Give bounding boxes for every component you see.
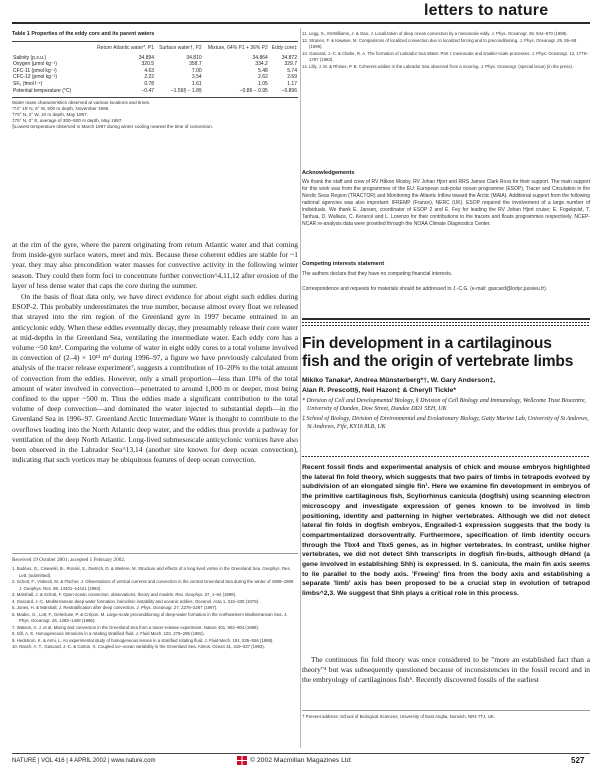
table-cell: 34.872: [281, 54, 297, 61]
article-title-line: fish and the origin of vertebrate limbs: [302, 353, 574, 370]
affiliation: ‡ School of Biology, Division of Environmental and Evolutionary Biology, Gatty Marine Lab, University of St Andrews, St Andrews, Fife, KY16 8LB, UK: [302, 416, 589, 430]
table-1: [12, 31, 298, 130]
table-grid: [12, 45, 298, 94]
section-title: letters to nature: [424, 2, 549, 19]
page-number: 527: [571, 756, 585, 765]
table-cell: 34.810: [186, 54, 202, 61]
received-rule: [12, 553, 298, 554]
table-note: †75° N, 2° W, 10 m depth, May 1997.: [12, 112, 88, 118]
reference-item: 4. Gascard, J.-C. Mediterranean deep water formation, baroclinic instability and oceanic eddies. Oceanol. Acta 1, 315–330 (1978).: [12, 598, 260, 604]
table-cell: 7.00: [191, 67, 202, 74]
reference-list-right: [302, 31, 590, 70]
table-cell: 2.22: [144, 74, 155, 81]
copyright-text: © 2002 Macmillan Magazines Ltd: [250, 757, 351, 764]
authors-line: Alan R. Prescott§, Neil Hazon‡ & Cheryll Tickle*: [302, 386, 456, 394]
table-row: [12, 88, 298, 95]
article-separator-dotted: [302, 325, 590, 326]
table-cell: −0.896: [281, 87, 297, 94]
header-rule: [12, 22, 590, 24]
reference-item: 14. Lilly, J. M. & Rhines, P. B. Coherent eddies in the Labrador Sea observed from a mooring. J. Phys. Oceanogr. (special issue) (in the press).: [302, 63, 574, 69]
publisher-logo-icon: [237, 756, 247, 765]
table-cell: 320.5: [141, 61, 155, 68]
affiliations: [302, 397, 590, 431]
table-rule-top: [12, 41, 298, 42]
reference-item: 2. Schott, F., Visbeck, M. & Fischer, J. Observations of vertical currents and convection in the central Greenland Sea during the winter of 1988–1989. J. Geophys. Res. 98, 14401–14421 (1993).: [12, 579, 295, 591]
article-body-text: The continuous fin fold theory was once considered to be "more an established fact than a theory"⁴ but was subsequently questioned because of inconsistencies in the fossil record and in the embryology of cartilaginous fish⁵. Recently discovered fossils of the earliest: [302, 655, 590, 684]
received-dates: Received 19 October 2001; accepted 1 February 2002.: [12, 557, 126, 563]
table-cell: 0.78: [144, 80, 155, 87]
table-row: [12, 68, 298, 75]
copyright: [237, 756, 351, 765]
reference-item: 8. Gill, A. E. Homogeneous intrusions in a rotating stratified fluid. J. Fluid Mech. 103, 275–295 (1981).: [12, 631, 205, 636]
reference-item: 13. Gascard, J.-C. & Clarke, R. A. The formation of Labrador Sea Water. Part I: mesoscale and smaller-scale processes. J. Phys. Oceanogr. 13, 1779–1797 (1983).: [302, 50, 589, 62]
reference-list-left: [12, 566, 298, 651]
correspondence-text: Correspondence and requests for materials should be addressed to J.-C.G. (e-mail: gascard@lodyc.jussieu.fr).: [302, 286, 548, 292]
table-note: Water mass characteristics observed at various locations and times.: [12, 100, 151, 106]
table-cell: 3.54: [191, 74, 202, 81]
reference-item: 1. Budéus, G., Cisewski, B., Ronski, S., Dietrich, D. & Weitere, M. Structure and effects of a long lived vortex in the Greenland Sea. Geophys. Res. Lett. (submitted).: [12, 566, 291, 578]
article-title-line: Fin development in a cartilaginous: [302, 335, 552, 352]
table-cell: 1.05: [258, 80, 268, 87]
table-cell: 5.74: [287, 67, 297, 74]
ack-heading: Acknowledgements: [302, 170, 355, 176]
table-rule-bottom: [12, 97, 298, 98]
table-title: Table 1 Properties of the eddy core and its parent waters: [12, 31, 155, 37]
table-row-label: Salinity (p.s.u.): [13, 54, 47, 61]
competing-text: The authors declare that they have no competing financial interests.: [302, 271, 453, 277]
table-row-label: CFC-11 (pmol kg⁻¹): [13, 67, 57, 74]
table-cell: 1.17: [287, 80, 297, 87]
column-divider: [300, 28, 301, 748]
table-cell: 334.2: [255, 61, 268, 68]
reference-item: 12. Straneo, F. & Kawase, M. Comparisons of localized convection due to localized forcing and to preconditioning. J. Phys. Oceanogr. 29, 55–68 (1999).: [302, 37, 577, 49]
table-note: *74° 15′ N, 6° W, 500 m depth, November 1996.: [12, 106, 110, 112]
table-cell: 34.894: [138, 54, 155, 61]
table-cell: 2.62: [258, 74, 268, 81]
article-separator-top: [302, 318, 590, 320]
table-cell: 1.61: [191, 80, 202, 87]
table-cell: −0.86 − 0.95: [239, 87, 268, 94]
article-footnote: † Present address: School of Biological Sciences, University of East Anglia, Norwich, NR4 7TJ, UK.: [302, 714, 496, 719]
table-cell: −0.47: [141, 87, 155, 94]
table-cell: −1.59§ − 1.8§: [170, 87, 202, 94]
table-row-label: SF₆ (fmol l⁻¹): [13, 80, 43, 87]
table-col-header: Surface water†, P2: [159, 45, 202, 51]
reference-item: 3. Marshall, J. & Schott, F. Open-ocean convection: observations, theory and models. Rev. Geophys. 37, 1–64 (1999).: [12, 592, 237, 597]
table-cell: 34.864: [252, 54, 268, 61]
footnote-rule: [302, 710, 590, 711]
table-cell: 2.69: [287, 74, 297, 81]
table-row-label: CFC-12 (pmol kg⁻¹): [13, 74, 58, 81]
table-row: [12, 74, 298, 81]
table-cell: 358.7: [189, 61, 202, 68]
footer-rule: [12, 753, 590, 754]
table-cell: 329.7: [284, 61, 297, 68]
table-col-header: Eddy core‡: [271, 45, 297, 51]
table-cell: 5.48: [258, 67, 268, 74]
article-abstract: Recent fossil finds and experimental analysis of chick and mouse embryos highlighted the lateral fin fold theory, which suggests that two pairs of limbs in tetrapods evolved by subdivision of an elongated single fin¹. Here we examine fin development in embryos of the primitive cartilaginous fish, Scyliorhinus canicula (dogfish) using scanning electron microscopy and investigate expression of genes known to be involved in limb positioning, identity and patterning in higher vertebrates. Although we did not detect lateral fin folds in dogfish embryos, Engrailed-1 expression suggests that the body is compartmentalized dorsoventrally. Furthermore, specification of limb identity occurs through the Tbx4 and Tbx5 genes, as in higher vertebrates. In contrast, unlike higher vertebrates, we did not detect Shh transcripts in dogfish fin-buds, although dHand (a gene involved in establishing Shh) is expressed. In S. canicula, the main fin axis seems to lie parallel to the body axis. 'Freeing' fins from the body axis and establishing a separate 'limb' axis has been proposed to be a crucial step in evolution of tetrapod limbs^2,3. We suggest that Shh plays a critical role in this process.: [302, 464, 590, 598]
paragraph: at the rim of the gyre, where the parent originating from return Atlantic water and that coming from inside-gyre surface waters, meet and mix. Because these coherent eddies are stable for ~1 year, they may also precondition water masses for convective activity in the following winter season. They could then form foci to concentrate further convection^4,11,12 after erosion of the layer of less dense water that caps the core during the summer.: [12, 240, 298, 290]
reference-item: 9. Hedstrom, K. & Armi, L. An experimental study of homogeneous lenses in a stratified rotating fluid. J. Fluid Mech. 191, 535–556 (1988).: [12, 637, 274, 643]
journal-citation: NATURE | VOL 416 | 4 APRIL 2002 | www.nature.com: [12, 758, 156, 764]
table-cell: 4.63: [144, 67, 155, 74]
left-body-text: [12, 240, 298, 465]
reference-item: 10. Rasch, A. T., Gascard, J.-C. & Carton, X. Coupled ice–ocean variability in the Greenland Sea. Atmos. Ocean 31, 319–337 (1993).: [12, 644, 265, 649]
table-note: ‡75° N, 0° E, average of 300–500 m depth, May 1997.: [12, 118, 123, 124]
article-title: [302, 335, 592, 371]
table-row: [12, 81, 298, 88]
reference-item: 5. Jones, H. & Marshall, J. Restratification after deep convection. J. Phys. Oceanogr. 27, 2276–2287 (1997).: [12, 605, 218, 610]
author-list: [302, 376, 590, 395]
table-row: [12, 55, 298, 62]
table-note: §Lowest temperature observed in March 1997 during winter cooling nearest the time of convection.: [12, 124, 213, 130]
reference-item: 6. Madec, G., Lott, F., Delecluse, P. & Crépon, M. Large-scale preconditioning of deep-water formation in the northwestern Mediterranean Sea. J. Phys. Oceanogr. 26, 1393–1408 (1996).: [12, 611, 288, 623]
table-col-header: Mixture, 64% P1 + 36% P2: [207, 45, 268, 51]
reference-item: 7. Watson, A. J. et al. Mixing and convection in the Greenland Sea from a tracer-release experiment. Nature 401, 902–904 (1999).: [12, 624, 260, 630]
affiliation: * Division of Cell and Developmental Biology, § Division of Cell Biology and Immunology, Wellcome Trust Biocentre, University of Dundee, Dow Street, Dundee DD1 5EH, UK: [302, 398, 587, 412]
table-row-label: Potential temperature (°C): [13, 87, 72, 94]
abstract-rule: [302, 456, 590, 457]
reference-item: 11. Legg, S., McWilliams, J. & Gao, J. Localization of deep ocean convection by a mesoscale eddy. J. Phys. Oceanogr. 28, 944–970 (1998).: [302, 31, 568, 36]
table-row: [12, 61, 298, 68]
paragraph: On the basis of float data only, we have direct evidence for about eight such eddies during ESOP-2. This probably underestimates the true number, because almost every float we released that strayed into the rim region of the Greenland gyre in 1997 became entrained in an anticyclonic eddy. When these eddies eventually decay, they presumably release their core water at mid-depths in the Greenland Sea, ventilating the intermediate water. Each eddy core has a volume ~50 km³. Comparing the volume of water in eight eddy cores to a total volume involved in convection of (2–4) × 10¹³ m³ during 1996–97, a figure we have previously calculated from analysis of the tracer release experiment⁷, suggests a contribution of 10–20% to the total amount of convection from the eddies. However, only a small proportion—less than 10% of the total amount of water involved in convection—penetrated to around 1,000 m or deeper, most being confined to the upper ~500 m. Thus the eddies made a significant contribution to the total volume of deep convection—and dominated the water injected to substantial depth—in the Greenland Sea in 1996–97. Greenland Arctic Intermediate Water is thought to contribute to the overflows leading into the North Atlantic deep water, and the eddies thus provide a pathway for ventilation of the deep North Atlantic. Long-lived submesoscale anticyclonic vortices have also been observed in the Labrador Sea^13,14 (another site known for deep ocean convection), indicating that such vortices may be ubiquitous features of deep ocean convection.: [12, 292, 298, 465]
article-separator-dotted: [302, 322, 590, 323]
competing-heading: Competing interests statement: [302, 261, 385, 267]
table-col-header: Return Atlantic water*, P1: [97, 45, 155, 51]
table-row-label: Oxygen (µmol kg⁻¹): [13, 61, 57, 68]
ack-text: We thank the staff and crew of RV Håkon Mosby, RV Johan Hjort and RRS James Clark Ross for their support. The main support for this work was from the programmes of the EU: European sub-polar ocean programme (ESOP), Tracer and Circulation in the Nordic Seas Region (TRACTOR) and Monitoring the Atlantic Inflow toward the Arctic (MAIA). Additional support from the following national agencies was also important: IFREMP (France), NERC (UK). ESOP required the involvement of a large number of individuals. We thank E. Jansen, coordinator of ESOP 2 and E. Fey for leading the RV Johan Hjort cruise; E. Fogelqvist, T. Tanhua, D. Wallace, C. Kerarcé and L. Lorenzo for their contributions to the tracers and floats programmes respectively. NCEP-NCAR re-analysis data were provided through the NOAA Climate Diagnostics Center.: [302, 179, 590, 227]
authors-line: Mikiko Tanaka*, Andrea Münsterberg*†, W. Gary Anderson‡,: [302, 377, 496, 384]
